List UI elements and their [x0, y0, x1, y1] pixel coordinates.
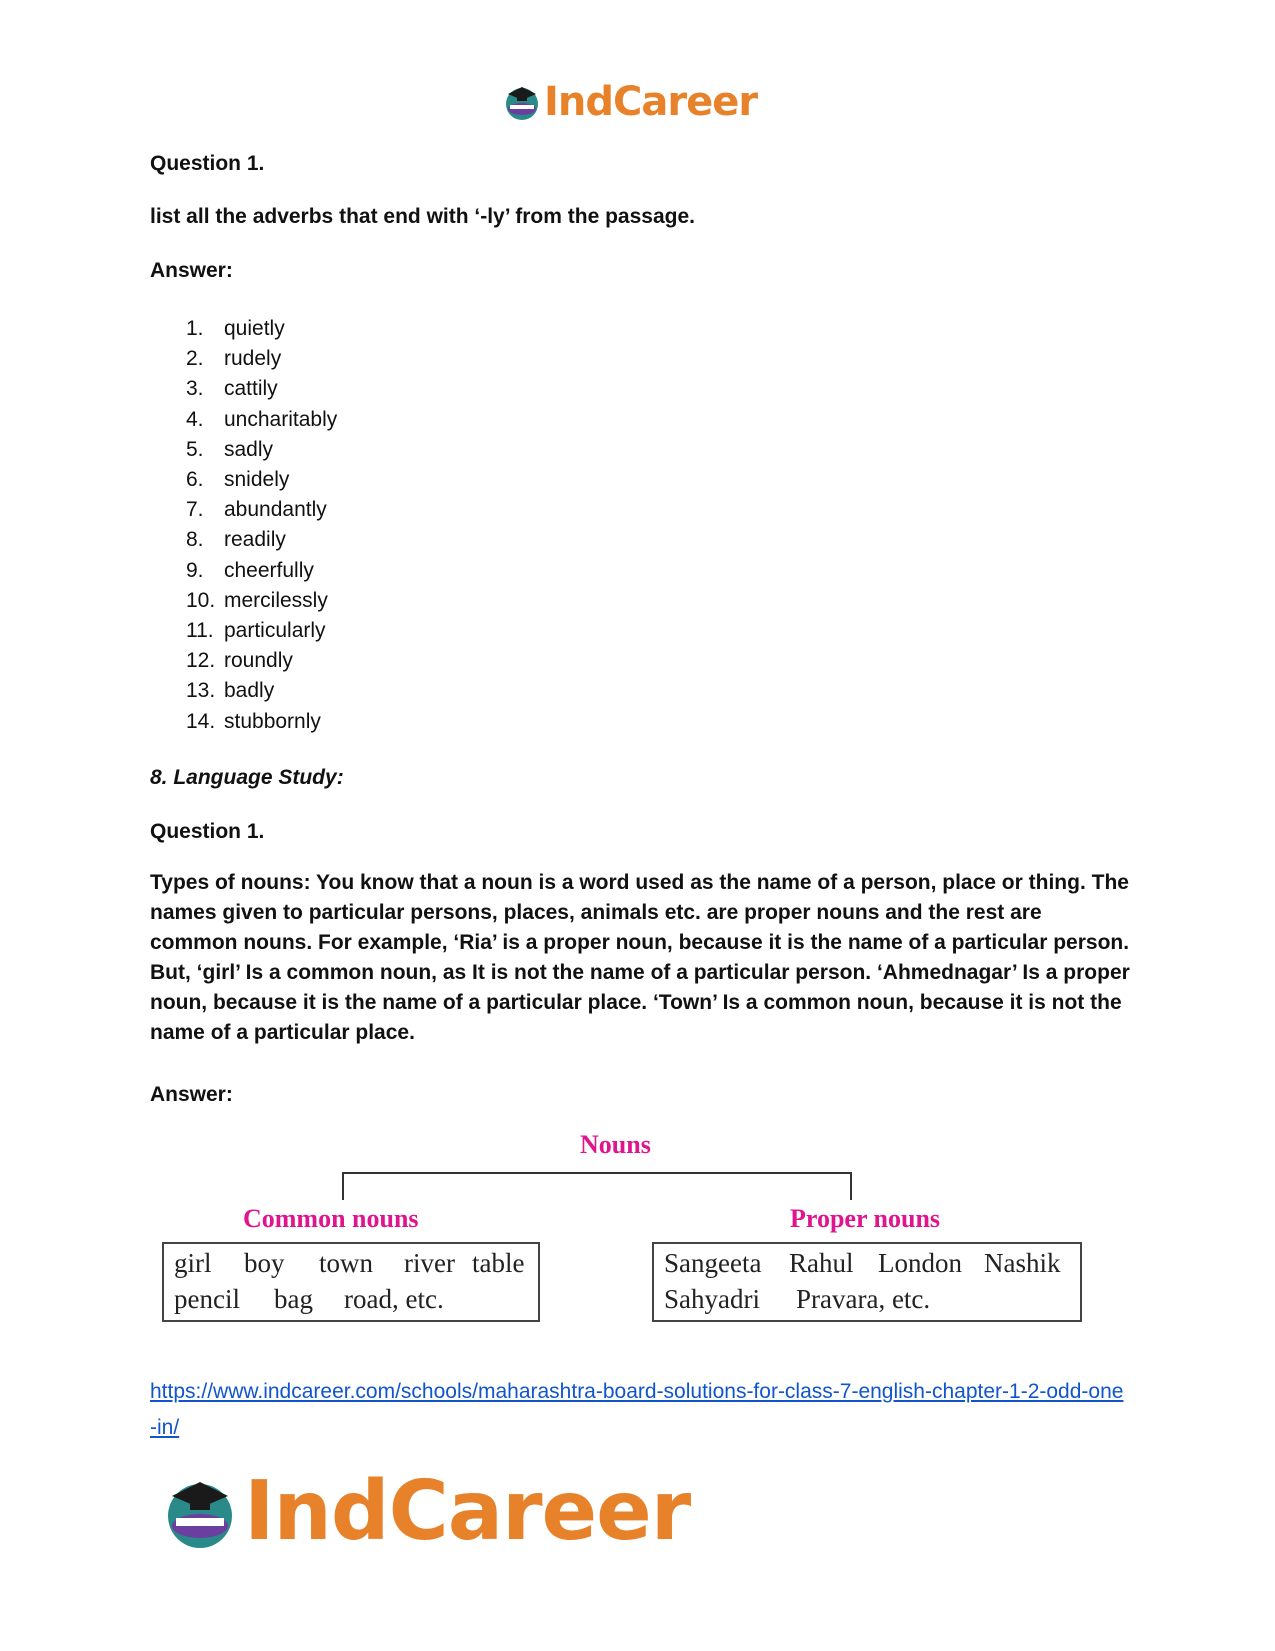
bracket-line	[342, 1172, 852, 1174]
noun-word: London	[878, 1248, 962, 1278]
bracket-right	[850, 1172, 852, 1200]
common-nouns-box	[162, 1242, 540, 1322]
header-logo	[502, 78, 757, 126]
noun-word: pencil	[174, 1284, 240, 1314]
question-label: Question 1.	[150, 152, 265, 175]
footer-logo	[160, 1464, 690, 1560]
proper-nouns-label: Proper nouns	[790, 1204, 941, 1233]
noun-word: Sangeeta	[664, 1248, 762, 1278]
noun-word: Nashik	[984, 1248, 1061, 1278]
question-text: list all the adverbs that end with ‘-ly’ from the passage.	[150, 205, 695, 228]
list-item: 4. uncharitably	[186, 407, 338, 431]
noun-word: bag	[274, 1284, 313, 1314]
list-item: 8. readily	[186, 528, 286, 552]
noun-word: river	[404, 1248, 455, 1278]
noun-word: Sahyadri	[664, 1284, 760, 1314]
noun-word: boy	[244, 1248, 285, 1278]
diagram-title: Nouns	[580, 1130, 651, 1159]
list-item: 9. cheerfully	[186, 558, 314, 582]
noun-word: Rahul	[789, 1248, 854, 1278]
proper-nouns-box	[652, 1242, 1082, 1322]
list-item: 12. roundly	[186, 649, 293, 673]
list-item: 6. snidely	[186, 468, 290, 492]
adverb-list	[150, 314, 337, 737]
brand-name: IndCareer	[544, 79, 758, 125]
list-item: 10. mercilessly	[186, 588, 328, 612]
list-item: 1. quietly	[186, 317, 285, 340]
brand-name: IndCareer	[244, 1464, 691, 1559]
list-item: 5. sadly	[186, 437, 274, 461]
noun-word: table	[472, 1248, 525, 1278]
list-item: 11. particularly	[186, 619, 326, 643]
section-heading: 8. Language Study:	[150, 766, 344, 789]
list-item: 3. cattily	[186, 377, 278, 401]
answer-label: Answer:	[150, 259, 233, 282]
list-item: 13. badly	[186, 679, 275, 703]
noun-word: road, etc.	[344, 1284, 444, 1314]
bracket-left	[342, 1172, 344, 1200]
noun-word: Pravara, etc.	[796, 1284, 931, 1314]
nouns-diagram	[150, 1120, 1100, 1340]
common-nouns-label: Common nouns	[243, 1204, 419, 1233]
list-item: 14. stubbornly	[186, 709, 321, 733]
noun-word: girl	[174, 1248, 212, 1278]
list-item: 2. rudely	[186, 347, 282, 371]
question-label-2: Question 1.	[150, 820, 265, 843]
noun-paragraph: Types of nouns: You know that a noun is a word used as the name of a person, place or thing. The names given to particular persons, places, animals etc. are proper nouns and the rest are common nouns. For example, ‘Ria’ is a proper noun, because it is the name of a particular person. But, ‘girl’ Is a common noun, as It is not the name of a particular person. ‘Ahmednagar’ Is a proper noun, because it is the name of a particular place. ‘Town’ Is a common noun, because it is not the name of a particular place.	[150, 871, 1130, 1044]
graduation-cap-book-globe-icon	[502, 82, 542, 122]
answer-label-2: Answer:	[150, 1083, 233, 1106]
list-item: 7. abundantly	[186, 498, 327, 522]
source-link[interactable]: https://www.indcareer.com/schools/maharashtra-board-solutions-for-class-7-english-chapter-1-2-odd-one-in/	[150, 1380, 1124, 1439]
noun-word: town	[319, 1248, 373, 1278]
graduation-cap-book-globe-icon	[160, 1472, 240, 1552]
